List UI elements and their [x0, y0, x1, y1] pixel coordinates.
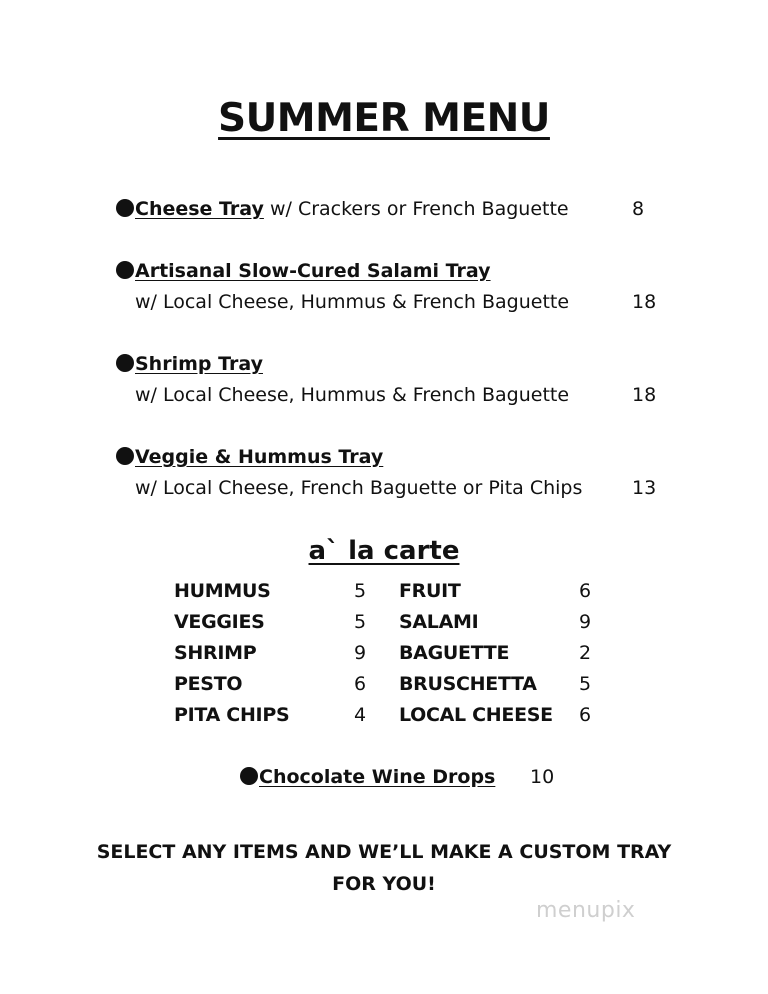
tray-price: 8 [632, 198, 645, 220]
alacarte-item [174, 638, 374, 669]
alacarte-item-name: BRUSCHETTA [399, 673, 537, 695]
alacarte-item-price: 4 [354, 704, 367, 726]
bullet-icon [116, 447, 134, 465]
alacarte-item-price: 9 [579, 611, 592, 633]
tray-salami [116, 256, 676, 318]
tray-price: 13 [632, 477, 657, 499]
alacarte-item [399, 576, 599, 607]
tray-veggie [116, 442, 676, 504]
tray-name: Cheese Tray [135, 198, 264, 220]
bullet-icon [116, 199, 134, 217]
tray-line [116, 349, 676, 380]
alacarte-item-name: FRUIT [399, 580, 461, 602]
tray-description: w/ Local Cheese, French Baguette or Pita Chips [135, 477, 583, 499]
alacarte-item [399, 607, 599, 638]
bullet-icon [240, 767, 258, 785]
alacarte-item-price: 5 [579, 673, 592, 695]
alacarte-item-name: PITA CHIPS [174, 704, 290, 726]
alacarte-item-name: SALAMI [399, 611, 479, 633]
alacarte-item [399, 638, 599, 669]
alacarte-item-price: 9 [354, 642, 367, 664]
tray-cheese [116, 194, 676, 225]
tray-name: Artisanal Slow-Cured Salami Tray [135, 260, 491, 282]
alacarte-item-price: 5 [354, 580, 367, 602]
menu-title-text: SUMMER MENU [218, 96, 550, 141]
alacarte-item-price: 6 [579, 704, 592, 726]
alacarte-item-price: 6 [579, 580, 592, 602]
alacarte-item-name: SHRIMP [174, 642, 257, 664]
alacarte-item [399, 669, 599, 700]
alacarte-heading-text: a` la carte [308, 536, 460, 566]
custom-tray-note-line1: SELECT ANY ITEMS AND WE’LL MAKE A CUSTOM TRAY [96, 841, 672, 863]
tray-line [116, 256, 676, 287]
tray-name: Veggie & Hummus Tray [135, 446, 384, 468]
menu-title [0, 96, 768, 141]
tray-line [116, 380, 676, 411]
bullet-icon [116, 354, 134, 372]
tray-shrimp [116, 349, 676, 411]
alacarte-right-column [399, 576, 599, 731]
special-item-name: Chocolate Wine Drops [259, 766, 496, 788]
watermark: menupix [536, 898, 636, 923]
tray-line [116, 473, 676, 504]
alacarte-item [174, 607, 374, 638]
tray-line [116, 194, 676, 225]
alacarte-item-name: HUMMUS [174, 580, 271, 602]
tray-name: Shrimp Tray [135, 353, 263, 375]
tray-description: w/ Crackers or French Baguette [263, 198, 569, 220]
alacarte-item-name: VEGGIES [174, 611, 265, 633]
custom-tray-note [0, 836, 768, 900]
custom-tray-note-line2: FOR YOU! [332, 873, 436, 895]
alacarte-item-price: 6 [354, 673, 367, 695]
alacarte-item-name: PESTO [174, 673, 243, 695]
alacarte-item [174, 669, 374, 700]
alacarte-item [399, 700, 599, 731]
alacarte-item [174, 700, 374, 731]
alacarte-left-column [174, 576, 374, 731]
tray-price: 18 [632, 384, 657, 406]
tray-price: 18 [632, 291, 657, 313]
alacarte-item-price: 5 [354, 611, 367, 633]
tray-description: w/ Local Cheese, Hummus & French Baguette [135, 291, 570, 313]
alacarte-item-name: BAGUETTE [399, 642, 510, 664]
alacarte-item-name: LOCAL CHEESE [399, 704, 553, 726]
tray-description: w/ Local Cheese, Hummus & French Baguette [135, 384, 570, 406]
special-item-price: 10 [530, 766, 555, 788]
alacarte-item [174, 576, 374, 607]
special-item [240, 762, 580, 793]
alacarte-item-price: 2 [579, 642, 592, 664]
tray-line [116, 442, 676, 473]
alacarte-heading [0, 536, 768, 566]
tray-line [116, 287, 676, 318]
bullet-icon [116, 261, 134, 279]
